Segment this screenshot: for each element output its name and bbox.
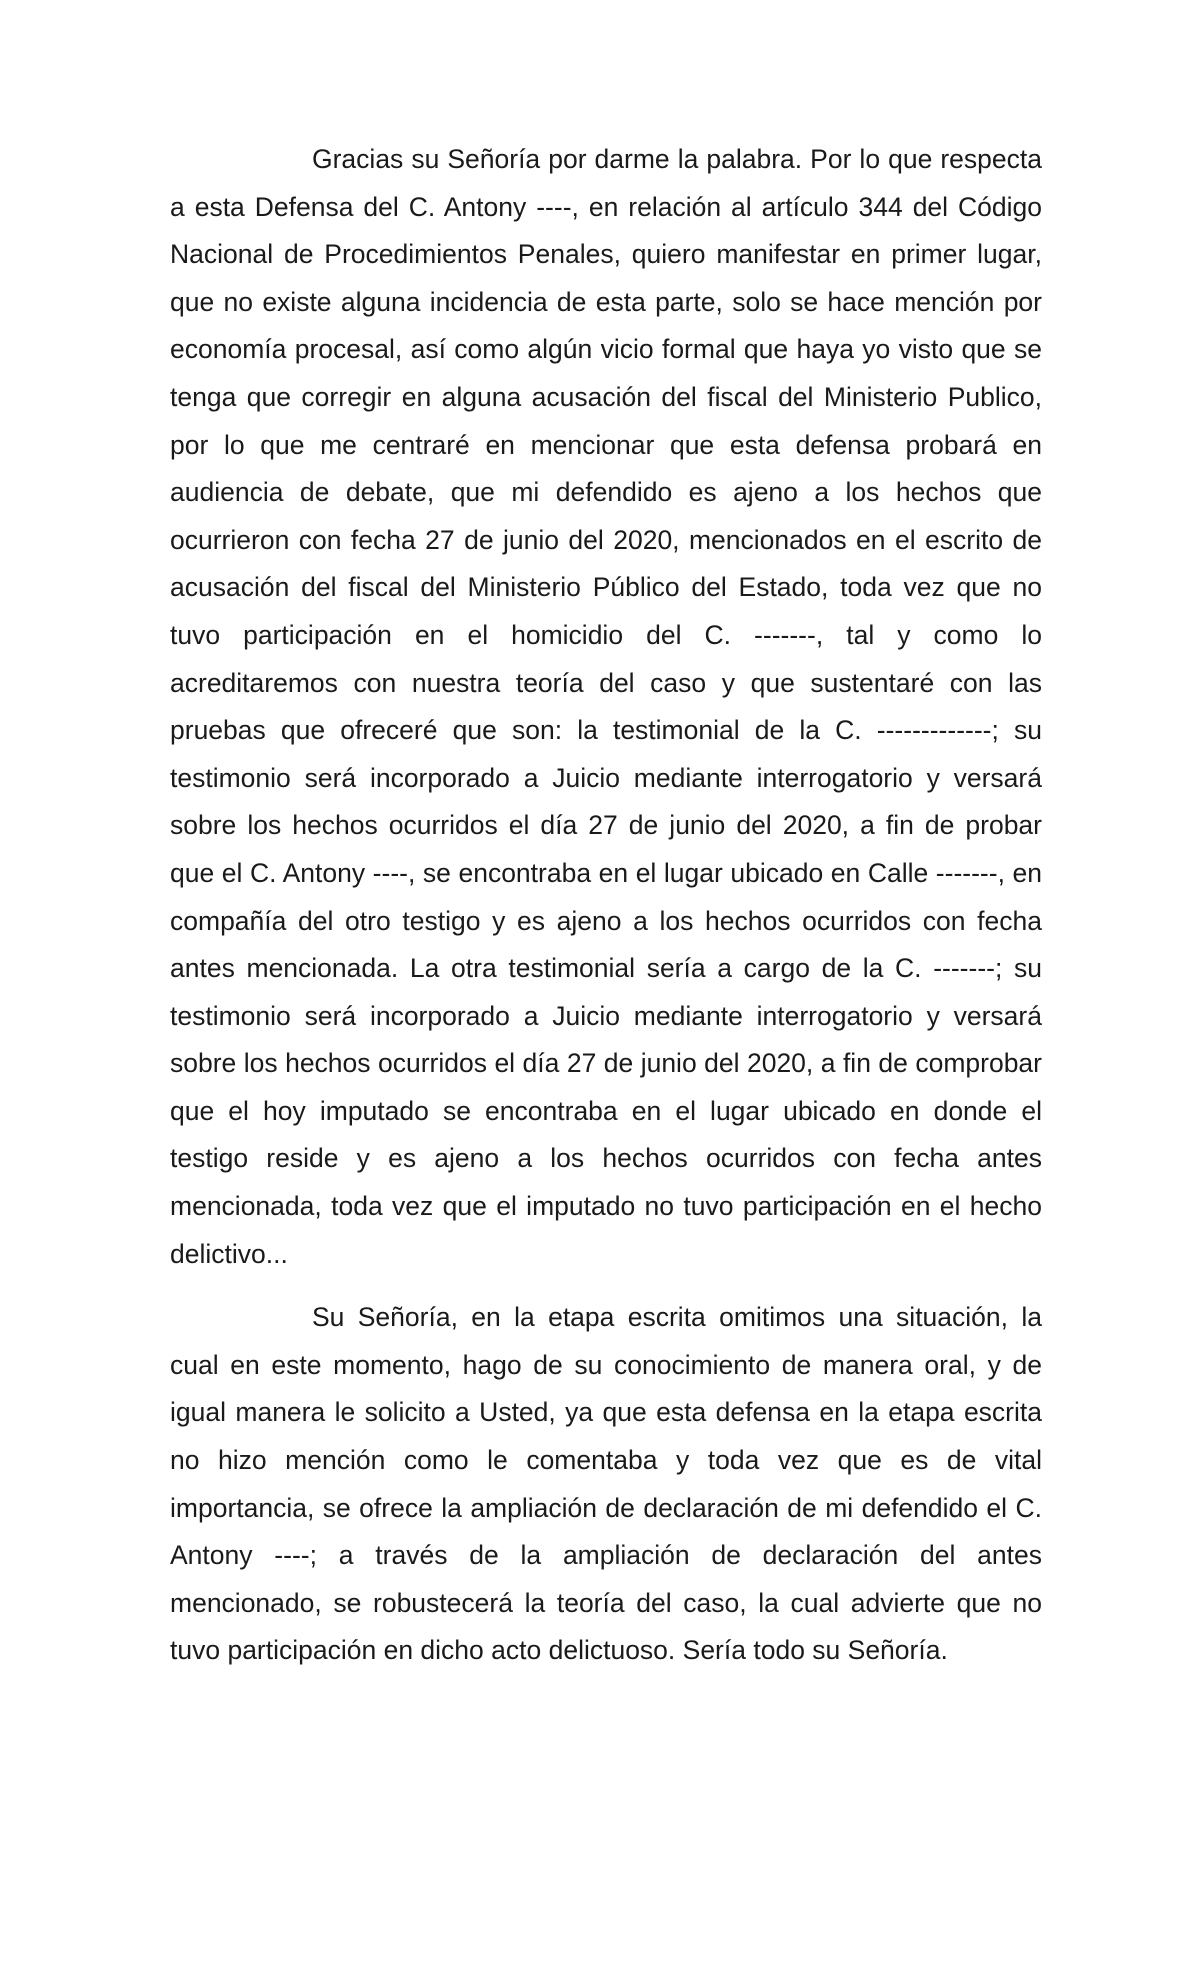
paragraph-defense-statement: Gracias su Señoría por darme la palabra. Por lo que respecta a esta Defensa del C. Antony ----, en relación al artículo 344 del Código Nacional de Procedimientos Penales, quiero manifestar en primer lugar, que no existe alguna incidencia de esta parte, solo se hace mención por economía procesal, así como algún vicio formal que haya yo visto que se tenga que corregir en alguna acusación del fiscal del Ministerio Publico, por lo que me centraré en mencionar que esta defensa probará en audiencia de debate, que mi defendido es ajeno a los hechos que ocurrieron con fecha 27 de junio del 2020, mencionados en el escrito de acusación del fiscal del Ministerio Público del Estado, toda vez que no tuvo participación en el homicidio del C. -------, tal y como lo acreditaremos con nuestra teoría del caso y que sustentaré con las pruebas que ofreceré que son: la testimonial de la C. -------------; su testimonio será incorporado a Juicio mediante interrogatorio y versará sobre los hechos ocurridos el día 27 de junio del 2020, a fin de probar que el C. Antony ----, se encontraba en el lugar ubicado en Calle -------, en compañía del otro testigo y es ajeno a los hechos ocurridos con fecha antes mencionada. La otra testimonial sería a cargo de la C. -------; su testimonio será incorporado a Juicio mediante interrogatorio y versará sobre los hechos ocurridos el día 27 de junio del 2020, a fin de comprobar que el hoy imputado se encontraba en el lugar ubicado en donde el testigo reside y es ajeno a los hechos ocurridos con fecha antes mencionada, toda vez que el imputado no tuvo participación en el hecho delictivo... [170, 144, 1042, 1269]
document-body [170, 136, 1042, 1675]
paragraph-evidence-request: Su Señoría, en la etapa escrita omitimos una situación, la cual en este momento, hago de su conocimiento de manera oral, y de igual manera le solicito a Usted, ya que esta defensa en la etapa escrita no hizo mención como le comentaba y toda vez que es de vital importancia, se ofrece la ampliación de declaración de mi defendido el C. Antony ----; a través de la ampliación de declaración del antes mencionado, se robustecerá la teoría del caso, la cual advierte que no tuvo participación en dicho acto delictuoso. Sería todo su Señoría. [170, 1302, 1042, 1666]
